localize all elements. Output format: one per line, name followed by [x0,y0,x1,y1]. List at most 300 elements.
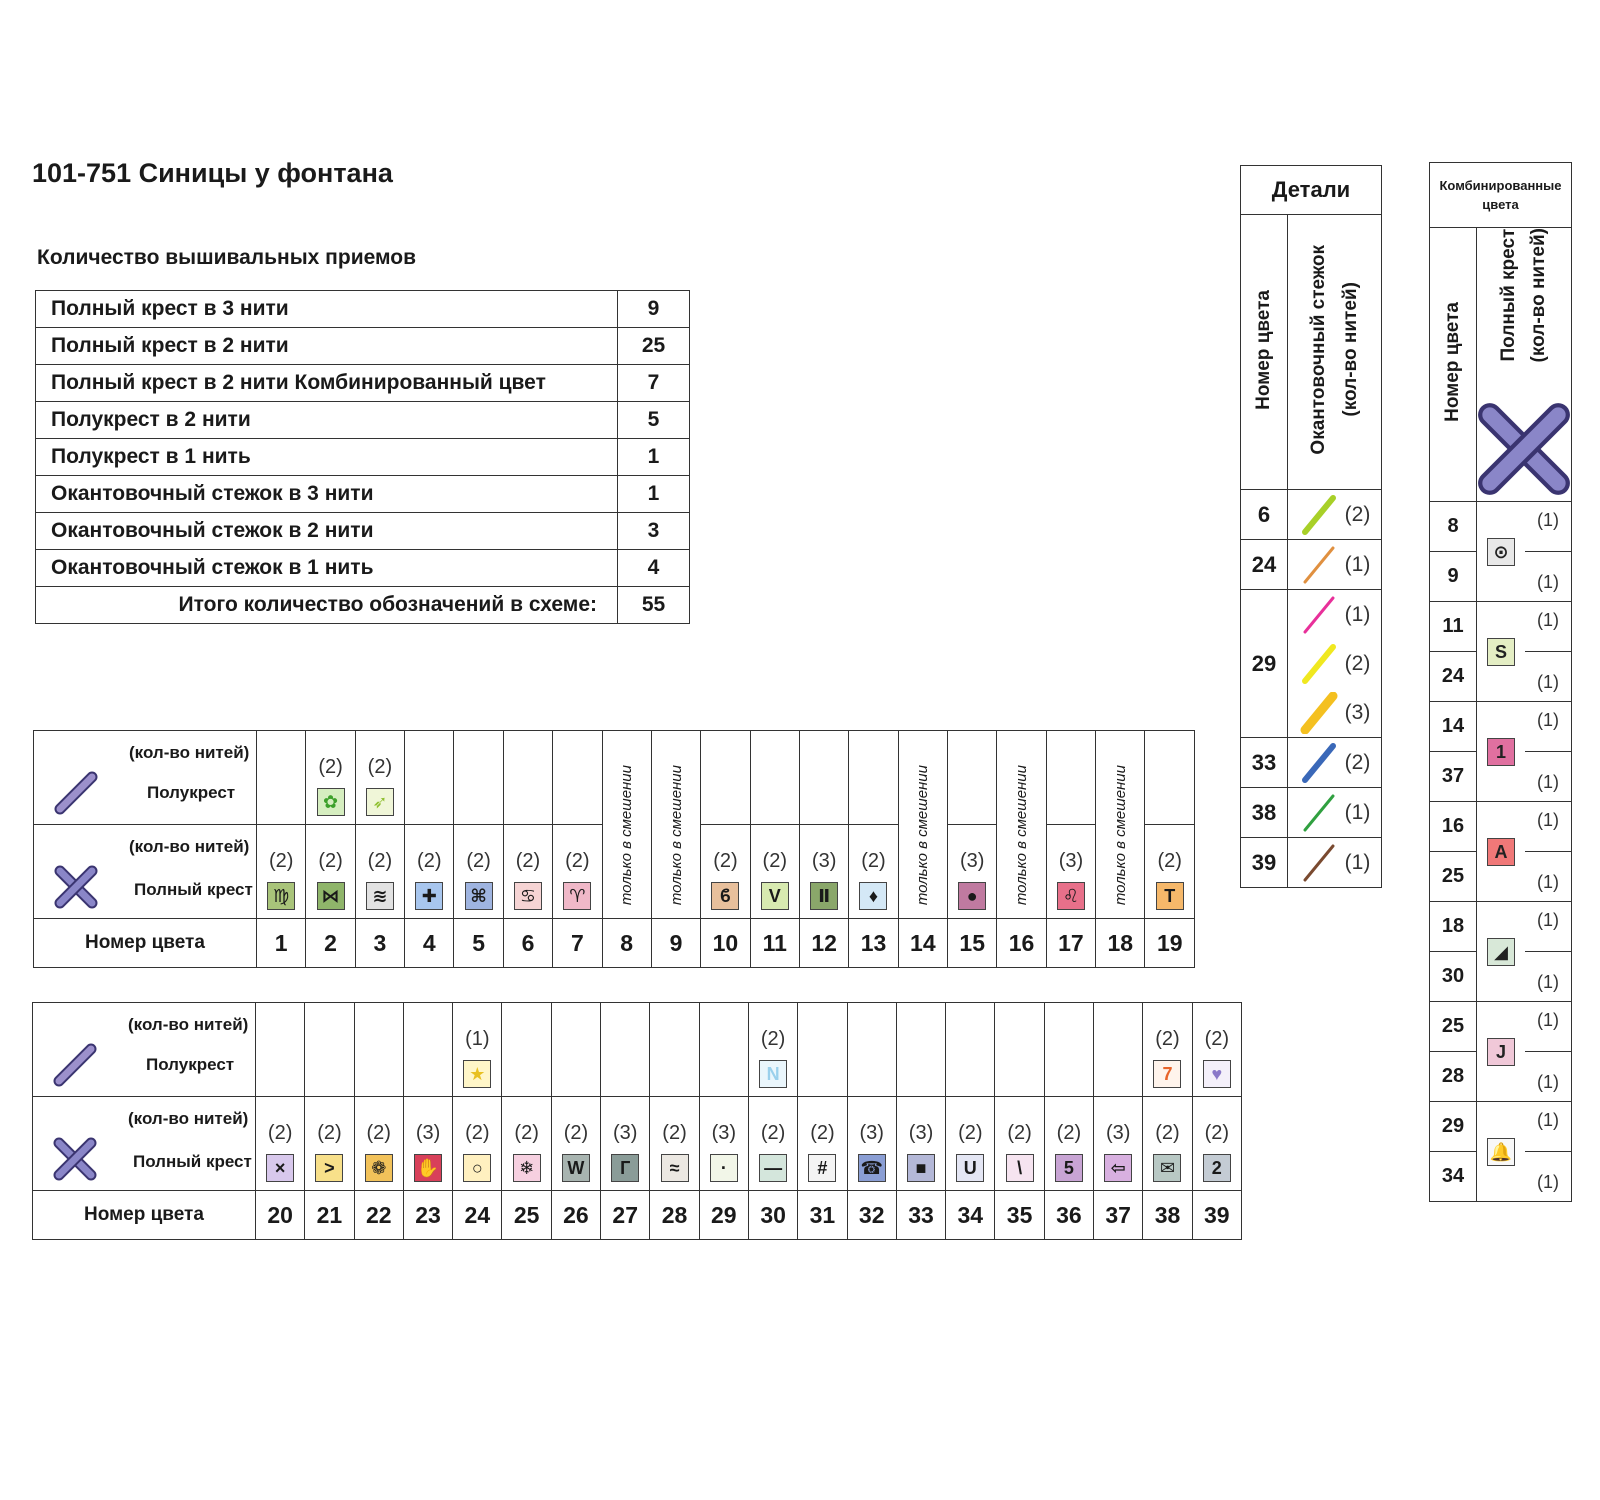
combo-threads-label: (кол-во нитей) [1528,228,1549,363]
half-cross-row [33,1003,1242,1097]
thread-count: (2) [662,1122,687,1144]
thread-count: (3) [711,1122,737,1144]
color-number: 36 [1044,1191,1093,1240]
full-cross-cell [1145,825,1195,919]
stitch-symbol: # [808,1154,836,1182]
stitch-symbol: ★ [463,1060,491,1088]
combo-thread-count: (1) [1525,552,1572,602]
stitch-symbol: ◢ [1487,938,1515,966]
stitch-symbol: ❄ [513,1154,541,1182]
stitch-symbol: ♥ [1203,1060,1231,1088]
half-cross-cell [1145,731,1195,825]
details-table [1240,165,1382,888]
details-color-number: 39 [1241,838,1288,888]
half-cross-cell [650,1003,699,1097]
backstitch-icon [1299,742,1339,784]
thread-count: (2) [317,1122,342,1144]
stitch-symbol: ✚ [415,882,443,910]
half-cross-cell [256,1003,305,1097]
half-cross-cell [847,1003,896,1097]
thread-count: (2) [417,850,442,872]
backstitch-icon [1299,594,1339,636]
full-cross-cell [1094,1097,1143,1191]
details-lines-cell [1288,490,1382,540]
stitch-symbol: ✉ [1153,1154,1181,1182]
combo-color-number: 9 [1430,552,1477,602]
combo-row [1430,1102,1572,1152]
details-header-row [1241,215,1382,490]
stitch-symbol: ≈ [661,1154,689,1182]
backstitch-thread-count: (1) [1344,850,1371,874]
half-cross-label: Полукрест [146,1055,235,1074]
combo-color-number: 30 [1430,952,1477,1002]
full-cross-cell [503,825,552,919]
color-number: 26 [551,1191,600,1240]
full-cross-cell [1044,1097,1093,1191]
thread-count: (2) [367,850,393,872]
stitch-symbol: ⌘ [465,882,493,910]
backstitch-line [1288,490,1381,539]
color-number: 20 [256,1191,305,1240]
details-lines-cell [1288,738,1382,788]
backstitch-thread-count: (2) [1344,651,1371,675]
combo-number-header [1430,228,1477,502]
summary-value: 7 [618,365,690,402]
thread-count: (2) [268,850,294,872]
stitch-symbol: Г [611,1154,639,1182]
thread-count: (2) [514,1122,539,1144]
half-cross-cell [306,731,355,825]
half-cross-header [34,731,257,825]
color-number: 11 [750,919,799,968]
summary-value: 9 [618,291,690,328]
thread-count: (2) [760,1122,786,1144]
summary-label: Полный крест в 3 нити [36,291,618,328]
full-cross-cell [355,825,404,919]
color-number: 19 [1145,919,1195,968]
full-cross-cell [798,1097,847,1191]
full-cross-cell [453,1097,502,1191]
mix-only-note: только в смешении [667,764,685,905]
full-cross-cell [403,1097,452,1191]
stitch-symbol: 2 [1203,1154,1231,1182]
color-number: 23 [403,1191,452,1240]
thread-count: (2) [1056,1122,1082,1144]
color-number: 24 [453,1191,502,1240]
summary-row [36,328,690,365]
mix-only-note: только в смешении [618,764,636,905]
color-number: 6 [503,919,552,968]
full-cross-label: Полный крест [134,880,253,899]
half-cross-cell [503,731,552,825]
backstitch-icon [1299,494,1339,536]
stitch-symbol: × [266,1154,294,1182]
details-color-number: 6 [1241,490,1288,540]
full-cross-cell [257,825,306,919]
half-cross-cell [1046,731,1095,825]
summary-label: Окантовочный стежок в 1 нить [36,550,618,587]
summary-total-row [36,587,690,624]
half-cross-cell [699,1003,748,1097]
page-title: 101-751 Синицы у фонтана [32,158,393,188]
thread-count: (2) [267,1122,293,1144]
half-cross-cell [1044,1003,1093,1097]
mix-only-cell [651,731,700,919]
details-row [1241,788,1382,838]
details-color-number: 24 [1241,540,1288,590]
color-number: 33 [896,1191,945,1240]
backstitch-icon [1299,792,1339,834]
full-cross-cell [354,1097,403,1191]
stitch-symbol: 7 [1153,1060,1181,1088]
backstitch-thread-count: (2) [1344,750,1371,774]
stitch-symbol: 5 [1055,1154,1083,1182]
color-number-header: Номер цвета [34,919,257,968]
half-cross-row [34,731,1195,825]
stitch-symbol: S [1487,638,1515,666]
summary-value: 5 [618,402,690,439]
thread-count: (2) [515,850,541,872]
stitch-symbol: ♈ [563,882,591,910]
color-number: 22 [354,1191,403,1240]
mix-only-cell [602,731,651,919]
stitch-symbol: ⋈ [317,882,345,910]
half-cross-cell [305,1003,354,1097]
full-cross-icon [53,1137,97,1181]
backstitch-thread-count: (2) [1344,502,1371,526]
half-cross-cell [257,731,306,825]
details-row [1241,838,1382,888]
stitch-symbol: ϐ [711,882,739,910]
details-row [1241,540,1382,590]
backstitch-line [1288,738,1381,787]
backstitch-line [1288,639,1381,688]
thread-count: (2) [367,756,393,778]
backstitch-line [1288,838,1381,887]
backstitch-icon [1299,842,1339,884]
color-number: 30 [748,1191,797,1240]
summary-row [36,513,690,550]
thread-count: (3) [1105,1122,1131,1144]
color-number: 31 [798,1191,847,1240]
details-color-number: 38 [1241,788,1288,838]
stitch-symbol: ✿ [317,788,345,816]
combined-colors-table [1429,162,1572,1202]
color-number-row [34,919,1195,968]
combo-row [1430,502,1572,552]
threads-label: (кол-во нитей) [128,1015,249,1034]
full-cross-cell [995,1097,1044,1191]
combo-color-number: 24 [1430,652,1477,702]
details-threads-label: (кол-во нитей) [1339,282,1361,417]
stitch-symbol: ○ [463,1154,491,1182]
half-cross-cell [354,1003,403,1097]
combo-row [1430,902,1572,952]
backstitch-thread-count: (1) [1344,800,1371,824]
stitch-symbol: 🔔 [1487,1138,1515,1166]
mix-only-cell [997,731,1046,919]
full-cross-header [33,1097,256,1191]
color-number: 35 [995,1191,1044,1240]
color-number: 7 [553,919,602,968]
backstitch-icon [1299,544,1339,586]
details-color-number: 29 [1241,590,1288,738]
full-cross-icon [54,865,98,909]
color-number: 39 [1192,1191,1241,1240]
combo-thread-count: (1) [1525,702,1572,752]
details-row [1241,738,1382,788]
key-table-1 [33,730,1195,968]
combo-number-label: Номер цвета [1442,302,1463,423]
stitch-symbol: ≋ [366,882,394,910]
color-number: 5 [454,919,503,968]
thread-count: (2) [810,1122,835,1144]
full-cross-cell [454,825,503,919]
combo-color-number: 11 [1430,602,1477,652]
combo-thread-count: (1) [1525,502,1572,552]
thread-count: (3) [613,1122,638,1144]
full-cross-row [33,1097,1242,1191]
combo-color-number: 29 [1430,1102,1477,1152]
thread-count: (2) [1007,1122,1032,1144]
thread-count: (2) [1155,1122,1180,1144]
thread-count: (3) [859,1122,884,1144]
stitch-symbol: ⇦ [1104,1154,1132,1182]
full-cross-header [34,825,257,919]
summary-label: Окантовочный стежок в 3 нити [36,476,618,513]
color-number: 2 [306,919,355,968]
thread-count: (3) [908,1122,934,1144]
combo-color-number: 8 [1430,502,1477,552]
thread-count: (2) [1204,1122,1230,1144]
half-cross-cell [748,1003,797,1097]
thread-count: (3) [811,850,837,872]
half-cross-cell [701,731,750,825]
stitch-symbol: ❁ [365,1154,393,1182]
details-row [1241,490,1382,540]
combo-symbol-cell [1477,1102,1526,1202]
color-number: 4 [405,919,454,968]
stitch-symbol: T [1156,882,1184,910]
full-cross-cell [551,1097,600,1191]
color-number: 38 [1143,1191,1192,1240]
full-cross-cell [748,1097,797,1191]
combo-thread-count: (1) [1525,902,1572,952]
combo-color-number: 25 [1430,852,1477,902]
summary-value: 3 [618,513,690,550]
stitch-symbol: A [1487,838,1515,866]
thread-count: (2) [1155,1028,1180,1050]
combo-symbol-cell [1477,1002,1526,1102]
color-number: 29 [699,1191,748,1240]
summary-row [36,476,690,513]
color-number-row [33,1191,1242,1240]
color-number: 10 [701,919,750,968]
details-lines-cell [1288,788,1382,838]
thread-count: (3) [415,1122,441,1144]
combo-symbol-cell [1477,802,1526,902]
details-row [1241,590,1382,738]
combo-color-number: 18 [1430,902,1477,952]
summary-total-label: Итого количество обозначений в схеме: [36,587,618,624]
half-cross-cell [946,1003,995,1097]
combo-symbol-cell [1477,902,1526,1002]
color-number-header: Номер цвета [33,1191,256,1240]
combo-thread-count: (1) [1525,1152,1572,1202]
stitch-symbol: ■ [907,1154,935,1182]
thread-count: (1) [465,1028,490,1050]
details-number-header [1241,215,1288,490]
half-cross-cell [454,731,503,825]
combo-symbol-cell [1477,702,1526,802]
summary-row [36,402,690,439]
thread-count: (3) [959,850,985,872]
mix-only-note: только в смешении [1013,764,1031,905]
combo-row [1430,602,1572,652]
summary-label: Полный крест в 2 нити Комбинированный цвет [36,365,618,402]
color-number: 16 [997,919,1046,968]
half-cross-cell [551,1003,600,1097]
full-cross-cell [405,825,454,919]
stitch-symbol: ♦ [859,882,887,910]
color-number: 21 [305,1191,354,1240]
color-number: 27 [601,1191,650,1240]
stitch-symbol: · [710,1154,738,1182]
color-number: 18 [1096,919,1145,968]
color-number: 32 [847,1191,896,1240]
mix-only-cell [1096,731,1145,919]
full-cross-cell [650,1097,699,1191]
summary-row [36,550,690,587]
combo-thread-count: (1) [1525,652,1572,702]
details-number-label: Номер цвета [1253,289,1274,410]
stitch-symbol: ⊙ [1487,538,1515,566]
half-cross-cell [948,731,997,825]
stitch-symbol: ☎ [858,1154,886,1182]
combo-symbol-cell [1477,502,1526,602]
full-cross-cell [847,1097,896,1191]
full-cross-cell [553,825,602,919]
color-number: 25 [502,1191,551,1240]
combo-thread-count: (1) [1525,1052,1572,1102]
thread-count: (2) [713,850,738,872]
half-cross-cell [601,1003,650,1097]
thread-count: (2) [366,1122,391,1144]
full-cross-cell [601,1097,650,1191]
thread-count: (2) [466,850,491,872]
combo-color-number: 37 [1430,752,1477,802]
half-cross-cell [750,731,799,825]
combo-color-number: 28 [1430,1052,1477,1102]
threads-label: (кол-во нитей) [129,743,250,762]
combo-color-number: 25 [1430,1002,1477,1052]
backstitch-thread-count: (1) [1344,602,1371,626]
full-cross-cell [306,825,355,919]
threads-label: (кол-во нитей) [128,1109,249,1128]
thread-count: (2) [1157,850,1182,872]
full-cross-cell [849,825,898,919]
stitch-symbol: > [315,1154,343,1182]
combo-thread-count: (1) [1525,1102,1572,1152]
combo-thread-count: (1) [1525,802,1572,852]
half-cross-cell [403,1003,452,1097]
combo-thread-count: (1) [1525,1002,1572,1052]
thread-count: (2) [465,1122,490,1144]
full-cross-cell [502,1097,551,1191]
stitch-symbol: V [761,882,789,910]
stitch-symbol: N [759,1060,787,1088]
details-lines-cell [1288,540,1382,590]
stitch-symbol: — [759,1154,787,1182]
thread-count: (2) [563,1122,589,1144]
half-cross-cell [1143,1003,1192,1097]
combo-row [1430,1002,1572,1052]
details-title: Детали [1241,166,1382,215]
half-cross-cell [553,731,602,825]
summary-table [35,290,690,624]
color-number: 37 [1094,1191,1143,1240]
half-cross-cell [405,731,454,825]
color-number: 12 [799,919,848,968]
mix-only-cell [898,731,947,919]
summary-row [36,365,690,402]
stitch-symbol: J [1487,1038,1515,1066]
summary-heading: Количество вышивальных приемов [37,246,416,269]
stitch-symbol: ✋ [414,1154,442,1182]
half-cross-label: Полукрест [147,783,236,802]
backstitch-line [1288,788,1381,837]
combo-title-row [1430,163,1572,228]
stitch-symbol: ➶ [366,788,394,816]
full-cross-cell [305,1097,354,1191]
full-cross-cell [701,825,750,919]
color-number: 14 [898,919,947,968]
color-number: 3 [355,919,404,968]
combo-row [1430,702,1572,752]
stitch-symbol: \ [1006,1154,1034,1182]
details-stitch-label: Окантовочный стежок [1307,244,1329,455]
full-cross-cell [750,825,799,919]
color-number: 1 [257,919,306,968]
half-cross-cell [849,731,898,825]
thread-count: (2) [762,850,787,872]
color-number: 8 [602,919,651,968]
combo-cross-header [1477,228,1572,502]
mix-only-note: только в смешении [1111,764,1129,905]
backstitch-thread-count: (3) [1344,700,1371,724]
thread-count: (2) [318,850,343,872]
half-cross-cell [896,1003,945,1097]
combo-thread-count: (1) [1525,752,1572,802]
combo-symbol-cell [1477,602,1526,702]
summary-label: Окантовочный стежок в 2 нити [36,513,618,550]
half-cross-cell [453,1003,502,1097]
half-cross-cell [798,1003,847,1097]
stitch-symbol: Ⅱ [810,882,838,910]
full-cross-cell [256,1097,305,1191]
full-cross-cell [896,1097,945,1191]
combo-cross-label: Полный крест [1498,228,1519,362]
combo-color-number: 16 [1430,802,1477,852]
summary-total-value: 55 [618,587,690,624]
half-cross-cell [995,1003,1044,1097]
summary-value: 1 [618,439,690,476]
backstitch-thread-count: (1) [1344,552,1371,576]
combo-color-number: 34 [1430,1152,1477,1202]
stitch-symbol: ♍ [267,882,295,910]
full-cross-cell [1192,1097,1241,1191]
details-title-row [1241,166,1382,215]
